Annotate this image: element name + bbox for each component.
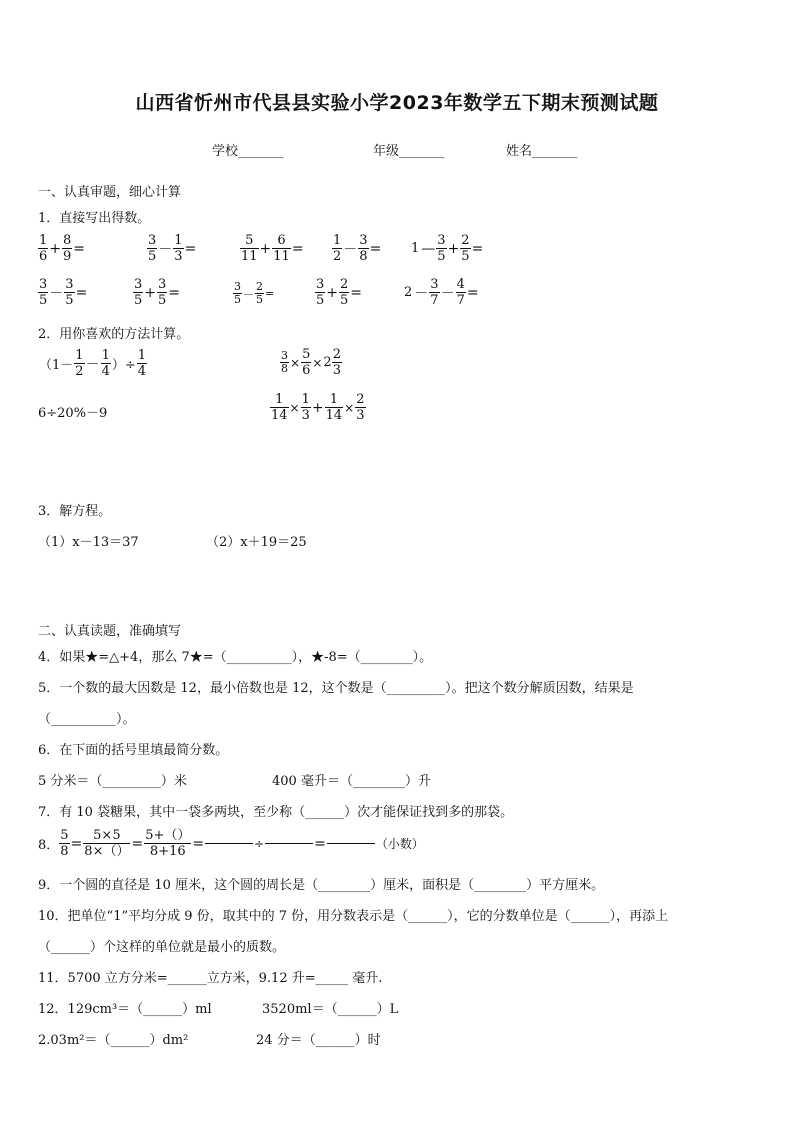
fraction-denominator: 4 bbox=[101, 364, 110, 379]
fraction-numerator: 2 bbox=[332, 347, 341, 362]
equals-sign: = bbox=[471, 240, 484, 257]
q2-expression-1 bbox=[38, 348, 147, 379]
question-10-line-2: （______）个这样的单位就是最小的质数。 bbox=[38, 940, 286, 955]
division-sign: ÷ bbox=[254, 836, 265, 851]
fraction-denominator: 6 bbox=[39, 249, 48, 264]
fraction-denominator: 2 bbox=[75, 364, 84, 379]
equals-sign: = bbox=[192, 835, 205, 852]
fraction-numerator: 3 bbox=[316, 277, 325, 292]
equals-sign: = bbox=[70, 835, 83, 852]
fraction-numerator: 5+（） bbox=[145, 828, 191, 843]
section-1-heading: 一、认真审题，细心计算 bbox=[38, 185, 182, 200]
fraction-numerator: 5 bbox=[302, 347, 311, 362]
fraction-numerator: 8 bbox=[63, 233, 72, 248]
q2-expression-4: $\frac{1}{14}$ × $\frac{1}{3}$ + $\frac{1}{14}$ × $\frac{2}{3}$ bbox=[271, 392, 365, 423]
expression-text: （1－ bbox=[39, 358, 74, 373]
fraction-numerator: 1 bbox=[333, 233, 342, 248]
fraction-numerator: 5×5 bbox=[83, 828, 130, 844]
equals-sign: = bbox=[73, 240, 86, 257]
q1-item-9: $\frac{3}{5}$ + $\frac{2}{5}$ = bbox=[316, 277, 363, 308]
fraction-numerator: 3 bbox=[39, 277, 48, 292]
equals-sign: = bbox=[291, 240, 304, 257]
name-label: 姓名 bbox=[506, 144, 533, 159]
question-12-part-b: 3520ml＝（______）L bbox=[262, 1002, 399, 1017]
minus-sign: － bbox=[85, 356, 100, 373]
fraction-numerator: 2 bbox=[256, 280, 263, 293]
fraction-denominator: 8 bbox=[359, 249, 368, 264]
fraction-numerator: 3 bbox=[148, 233, 157, 248]
name-field bbox=[506, 140, 578, 159]
question-8 bbox=[38, 828, 425, 859]
name-blank: _______ bbox=[532, 144, 578, 159]
equals-sign: = bbox=[184, 240, 197, 257]
fraction-denominator: 5 bbox=[461, 249, 470, 264]
answer-blank bbox=[265, 843, 313, 844]
question-12-part-d: 24 分＝（______）时 bbox=[256, 1033, 381, 1048]
fraction-numerator: 3 bbox=[65, 277, 74, 292]
fraction-numerator: 1 bbox=[39, 233, 48, 248]
fraction-denominator: 6 bbox=[302, 363, 311, 378]
fraction-numerator: 6 bbox=[272, 233, 291, 249]
fraction-denominator: 8+16 bbox=[149, 844, 186, 859]
question-11: 11．5700 立方分米=______立方米，9.12 升=_____ 毫升. bbox=[38, 971, 383, 986]
fraction-denominator: 5 bbox=[437, 249, 446, 264]
fraction-numerator: 2 bbox=[340, 277, 349, 292]
question-2-label: 2．用你喜欢的方法计算。 bbox=[38, 327, 190, 342]
whole-number: 2 bbox=[323, 355, 332, 370]
school-blank: _______ bbox=[238, 144, 284, 159]
equals-sign: = bbox=[314, 835, 326, 852]
fraction-denominator: 3 bbox=[332, 363, 341, 378]
question-7: 7．有 10 袋糖果，其中一袋多两块，至少称（______）次才能保证找到多的那袋。 bbox=[38, 805, 514, 820]
fraction-denominator: 5 bbox=[148, 249, 157, 264]
fraction-numerator: 1 bbox=[325, 392, 344, 408]
fraction-numerator: 3 bbox=[134, 277, 143, 292]
question-4: 4．如果★=△+4，那么 7★=（__________），★-8=（________）。 bbox=[38, 650, 433, 665]
fraction-denominator: 8 bbox=[60, 844, 69, 859]
question-3-label: 3．解方程。 bbox=[38, 504, 112, 519]
question-6-label: 6．在下面的括号里填最简分数。 bbox=[38, 743, 229, 758]
q3-equation-1: （1）x－13＝37 bbox=[38, 535, 139, 550]
answer-blank bbox=[205, 843, 253, 844]
fraction-denominator: 8 bbox=[281, 362, 288, 375]
fraction-denominator: 3 bbox=[301, 408, 310, 423]
fraction-denominator: 7 bbox=[456, 293, 465, 308]
fraction-numerator: 5 bbox=[240, 233, 259, 249]
fraction-denominator: 2 bbox=[333, 249, 342, 264]
fraction-numerator: 3 bbox=[359, 233, 368, 248]
question-number: 8． bbox=[38, 838, 60, 853]
fraction-numerator: 4 bbox=[456, 277, 465, 292]
q1-item-7: $\frac{3}{5}$ + $\frac{3}{5}$ = bbox=[134, 277, 181, 308]
q1-item-5: 1 — $\frac{3}{5}$ + $\frac{2}{5}$ = bbox=[411, 233, 484, 264]
question-5-line-2: （__________）。 bbox=[38, 712, 136, 727]
fraction-denominator: 5 bbox=[256, 293, 263, 306]
fraction-numerator: 1 bbox=[301, 392, 310, 407]
q1-item-8: $\frac{3}{5}$ － $\frac{2}{5}$ = bbox=[234, 280, 275, 306]
question-12-part-c: 2.03m²＝（______）dm² bbox=[38, 1033, 189, 1048]
fraction-numerator: 1 bbox=[137, 348, 147, 363]
fraction-denominator: 5 bbox=[234, 293, 241, 306]
fraction-denominator: 5 bbox=[340, 293, 349, 308]
equals-sign: = bbox=[466, 284, 479, 301]
fraction-numerator: 1 bbox=[75, 348, 84, 363]
fraction-numerator: 3 bbox=[430, 277, 439, 292]
fraction-denominator: 8×（） bbox=[84, 844, 130, 859]
grade-blank: _______ bbox=[399, 144, 445, 159]
answer-blank bbox=[327, 843, 375, 844]
fraction-numerator: 3 bbox=[158, 277, 167, 292]
question-12-part-a: 12．129cm³＝（______）ml bbox=[38, 1002, 212, 1017]
grade-field bbox=[373, 140, 445, 159]
decimal-hint: （小数） bbox=[375, 837, 424, 851]
equals-sign: = bbox=[131, 835, 144, 852]
question-1-label: 1．直接写出得数。 bbox=[38, 211, 151, 226]
fraction-numerator: 1 bbox=[101, 348, 110, 363]
equals-sign: = bbox=[265, 287, 275, 300]
fraction-denominator: 5 bbox=[65, 293, 74, 308]
fraction-denominator: 5 bbox=[39, 293, 48, 308]
fraction-numerator: 1 bbox=[174, 233, 183, 248]
whole-number: 1 bbox=[411, 241, 420, 256]
fraction-denominator: 3 bbox=[356, 408, 365, 423]
fraction-denominator: 11 bbox=[273, 249, 290, 264]
q3-equation-2: （2）x＋19＝25 bbox=[206, 535, 307, 550]
question-6-part-a: 5 分米＝（_________）米 bbox=[38, 774, 187, 789]
school-label: 学校 bbox=[212, 144, 239, 159]
equals-sign: = bbox=[350, 284, 363, 301]
fraction-denominator: 3 bbox=[174, 249, 183, 264]
page-title: 山西省忻州市代县县实验小学2023年数学五下期末预测试题 bbox=[135, 92, 659, 114]
fraction-numerator: 1 bbox=[270, 392, 289, 408]
equals-sign: = bbox=[369, 240, 382, 257]
fraction-denominator: 11 bbox=[241, 249, 258, 264]
equals-sign: = bbox=[75, 284, 88, 301]
q1-item-3: $\frac{5}{11}$ + $\frac{6}{11}$ = bbox=[241, 233, 304, 264]
fraction-denominator: 9 bbox=[63, 249, 72, 264]
q1-item-1: $\frac{1}{6}$ + $\frac{8}{9}$ = bbox=[39, 233, 86, 264]
section-2-heading: 二、认真读题，准确填写 bbox=[38, 624, 182, 639]
question-6-part-b: 400 毫升＝（________）升 bbox=[272, 774, 431, 789]
fraction-denominator: 5 bbox=[316, 293, 325, 308]
q1-item-2: $\frac{3}{5}$ － $\frac{1}{3}$ = bbox=[148, 233, 197, 264]
fraction-numerator: 2 bbox=[461, 233, 470, 248]
q1-item-6: $\frac{3}{5}$ － $\frac{3}{5}$ = bbox=[39, 277, 88, 308]
fraction-denominator: 14 bbox=[271, 408, 288, 423]
expression-text: ）÷ bbox=[111, 358, 136, 373]
question-5-line-1: 5．一个数的最大因数是 12，最小倍数也是 12，这个数是（_________）。把这个数分解质因数，结果是 bbox=[38, 681, 634, 696]
fraction-numerator: 3 bbox=[234, 280, 241, 293]
fraction-denominator: 4 bbox=[137, 364, 147, 379]
equals-sign: = bbox=[168, 284, 181, 301]
q2-expression-2: $\frac{3}{8}$ × $\frac{5}{6}$ × 2 $\frac{2}{3}$ bbox=[281, 347, 341, 378]
fraction-numerator: 3 bbox=[437, 233, 446, 248]
school-field bbox=[212, 140, 284, 159]
fraction-numerator: 3 bbox=[281, 349, 288, 362]
fraction-denominator: 7 bbox=[430, 293, 439, 308]
q2-expression-3: 6÷20%－9 bbox=[38, 406, 108, 421]
grade-label: 年级 bbox=[373, 144, 400, 159]
question-10-line-1: 10．把单位“1”平均分成 9 份，取其中的 7 份，用分数表示是（______），它的分数单位是（______），再添上 bbox=[38, 909, 669, 924]
fraction-numerator: 5 bbox=[60, 828, 69, 843]
fraction-numerator: 2 bbox=[356, 392, 365, 407]
fraction-denominator: 5 bbox=[134, 293, 143, 308]
fraction-denominator: 14 bbox=[325, 408, 343, 423]
whole-number: 2 bbox=[404, 285, 413, 300]
q1-item-10: 2 － $\frac{3}{7}$ － $\frac{4}{7}$ = bbox=[404, 277, 479, 308]
q1-item-4: $\frac{1}{2}$ － $\frac{3}{8}$ = bbox=[333, 233, 382, 264]
question-9: 9．一个圆的直径是 10 厘米，这个圆的周长是（________）厘米，面积是（________）平方厘米。 bbox=[38, 878, 605, 893]
fraction-denominator: 5 bbox=[158, 293, 167, 308]
